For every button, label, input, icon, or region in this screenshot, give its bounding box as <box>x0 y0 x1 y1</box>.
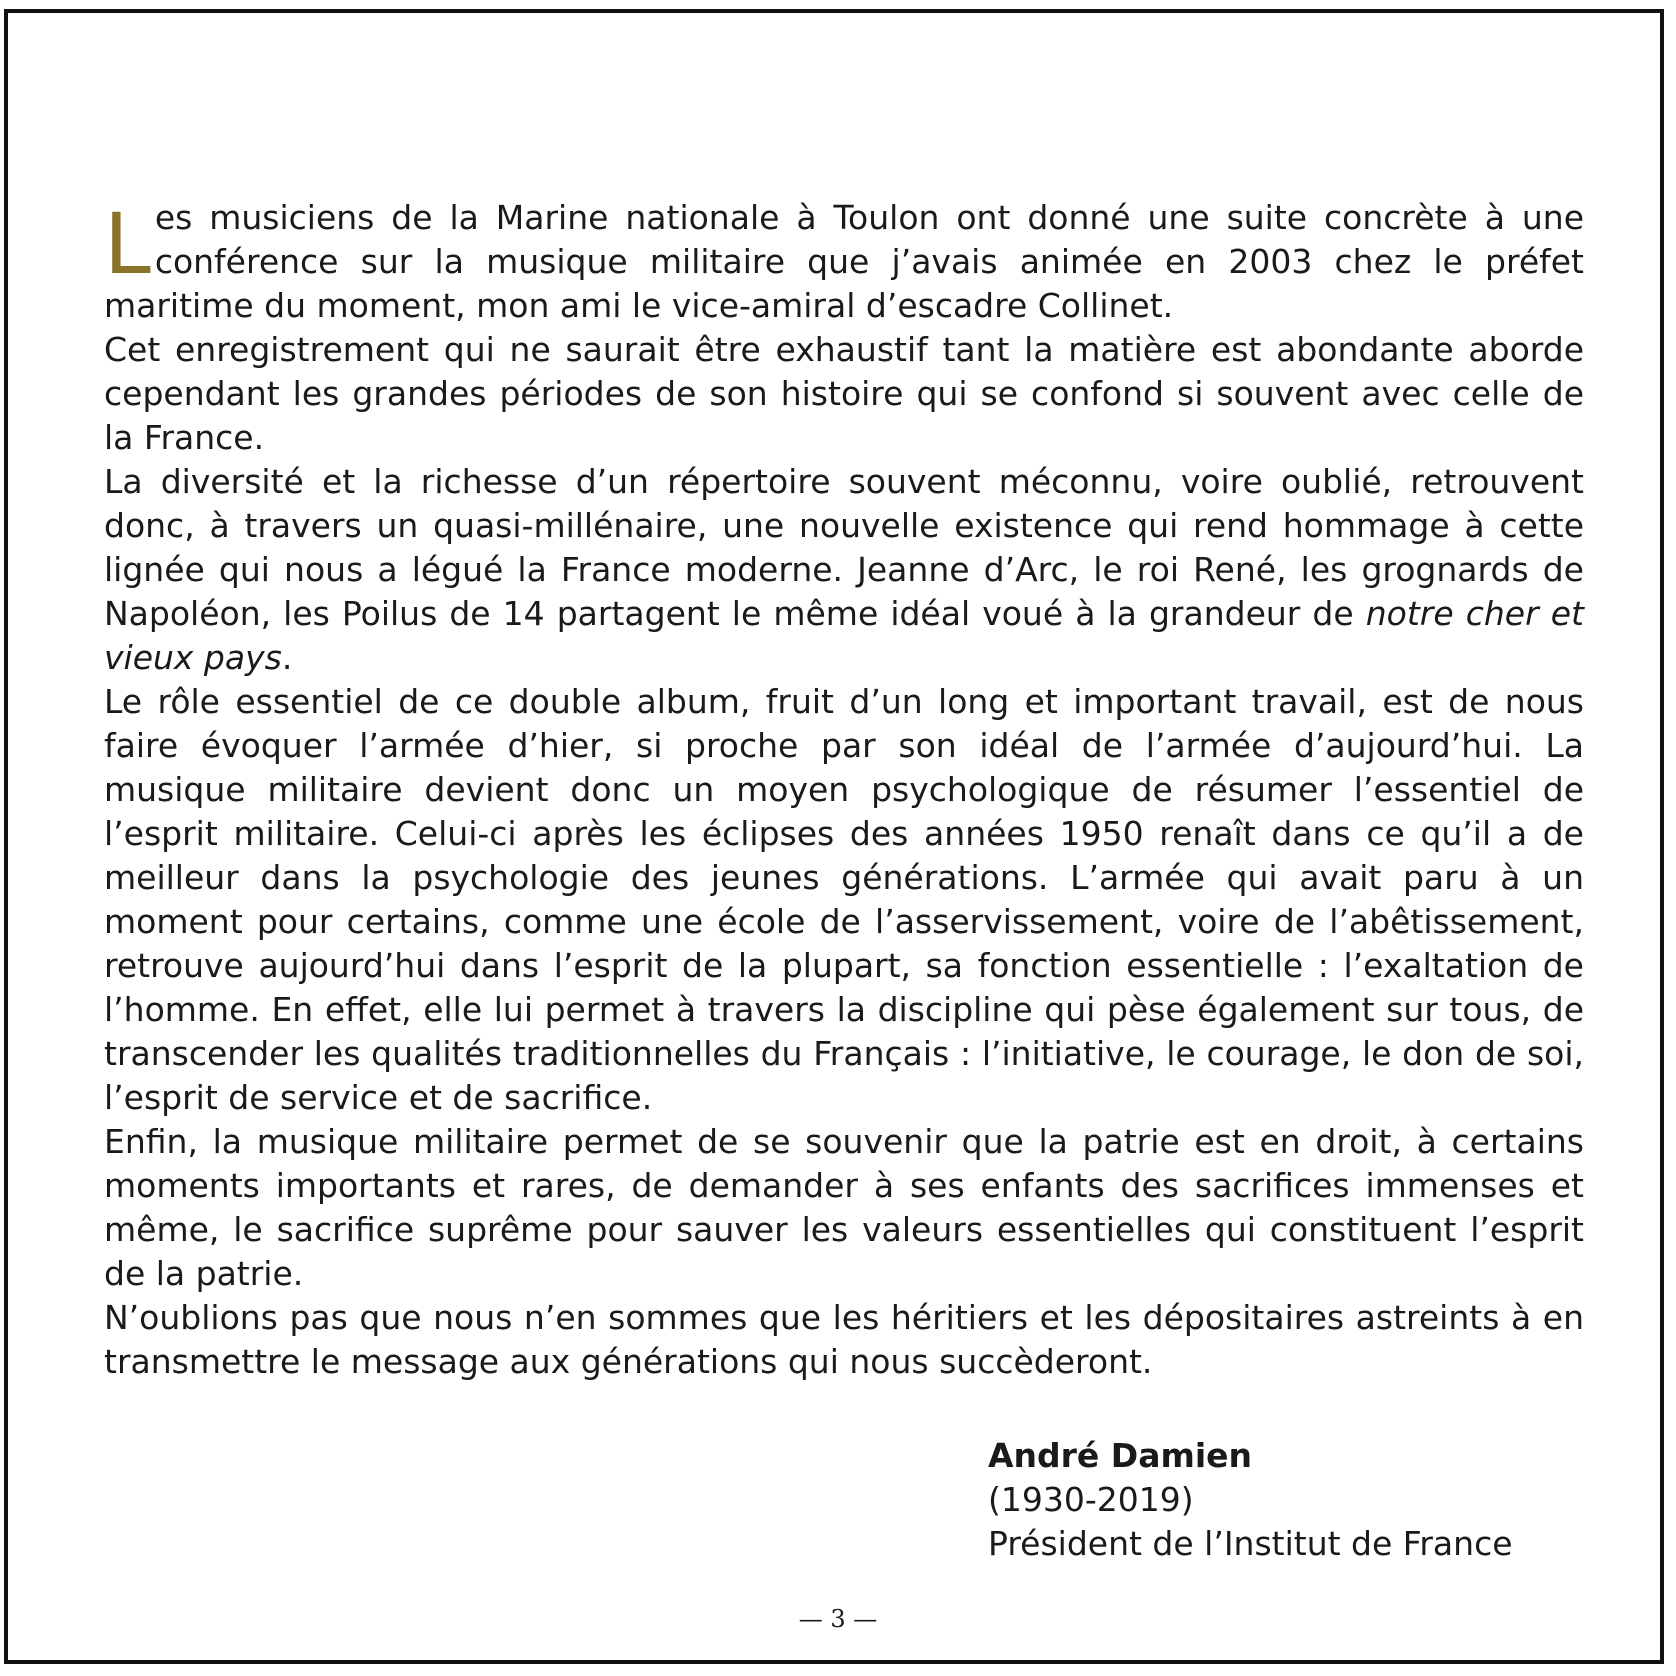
drop-cap: L <box>104 195 151 293</box>
paragraph-4: Le rôle essentiel de ce double album, fruit d’un long et important travail, est de nous faire évoquer l’armée d’hier, si proche par son idéal de l’armée d’aujourd’hui. La musique militaire devient donc un moyen psychologique de résumer l’essentiel de l’esprit militaire. Celui-ci après les éclipses des années 1950 renaît dans ce qu’il a de meilleur dans la psychologie des jeunes générations. L’armée qui avait paru à un moment pour certains, comme une école de l’asservissement, voire de l’abêtissement, retrouve aujourd’hui dans l’esprit de la plupart, sa fonction essentielle : l’exaltation de l’homme. En effet, elle lui permet à travers la discipline qui pèse également sur tous, de transcender les qualités traditionnelles du Français : l’initiative, le courage, le don de soi, l’esprit de service et de sacrifice. <box>104 682 1584 1117</box>
paragraph-3-end: . <box>281 638 293 677</box>
body-text <box>104 196 1584 1384</box>
paragraph-5: Enfin, la musique militaire permet de se souvenir que la patrie est en droit, à certains moments importants et rares, de demander à ses enfants des sacrifices immenses et même, le sacrifice suprême pour sauver les valeurs essentielles qui constituent l’esprit de la patrie. <box>104 1122 1584 1293</box>
paragraph-3 <box>104 460 1584 680</box>
paragraph-6: N’oublions pas que nous n’en sommes que les héritiers et les dépositaires astreints à en transmettre le message aux générations qui nous succèderont. <box>104 1298 1584 1381</box>
signature-block <box>988 1434 1513 1566</box>
paragraph-1 <box>104 196 1584 328</box>
page-number: — 3 — <box>798 1605 878 1633</box>
author-dates: (1930-2019) <box>988 1480 1194 1519</box>
paragraph-1-text: es musiciens de la Marine nationale à Toulon ont donné une suite concrète à une conférence sur la musique militaire que j’avais animée en 2003 chez le préfet maritime du moment, mon ami le vice-amiral d’escadre Collinet. <box>104 198 1584 325</box>
paragraph-2: Cet enregistrement qui ne saurait être exhaustif tant la matière est abondante aborde cependant les grandes périodes de son histoire qui se confond si souvent avec celle de la France. <box>104 330 1584 457</box>
author-name: André Damien <box>988 1436 1253 1475</box>
paragraph-3-text: La diversité et la richesse d’un répertoire souvent méconnu, voire oublié, retrouvent donc, à travers un quasi-millénaire, une nouvelle existence qui rend hommage à cette lignée qui nous a légué la France moderne. Jeanne d’Arc, le roi René, les grognards de Napoléon, les Poilus de 14 partagent le même idéal voué à la grandeur de <box>104 462 1584 633</box>
author-title: Président de l’Institut de France <box>988 1524 1513 1563</box>
italic-phrase: notre cher et vieux pays <box>104 594 1584 677</box>
